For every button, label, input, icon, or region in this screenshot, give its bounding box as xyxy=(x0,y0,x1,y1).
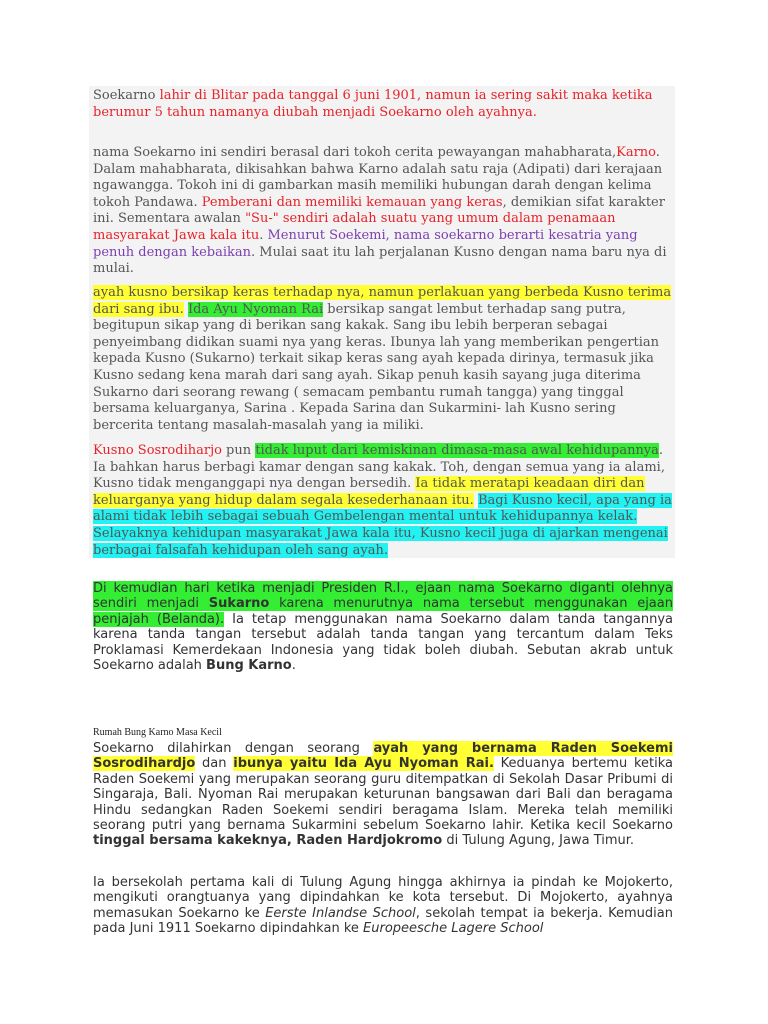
text-run: . Mulai saat itu lah perjalanan Kusno dengan nama baru nya di mulai. xyxy=(93,244,667,277)
text-run: karena menurutnya nama tersebut menggunakan ejaan penjajah (Belanda). xyxy=(93,596,673,627)
bold-yellow-highlight-run: ayah yang bernama Raden Soekemi Sosrodihardjo xyxy=(93,741,673,772)
text-run: Keduanya bertemu ketika Raden Soekemi yang merupakan seorang guru ditempatkan di Sekolah Dasar Pribumi di Singaraja, Bali. Nyoman Rai merupakan keturunan bangsawan dari Bali dan beragama Hindu sedangkan Raden Soekemi sendiri beragama Islam. Mereka telah memiliki seorang putri yang bernama Sukarmini sebelum Soekarno lahir. Ketika kecil Soekarno xyxy=(93,756,673,834)
red-text-run: Kusno Sosrodiharjo xyxy=(93,443,222,458)
paragraph-name-origin xyxy=(93,145,673,278)
text-run: Soekarno dilahirkan dengan seorang xyxy=(93,741,374,756)
red-text-run: lahir di Blitar pada tanggal 6 juni 1901, namun ia sering sakit maka ketika berumur 5 tahun namanya diubah menjadi Soekarno oleh ayahnya. xyxy=(93,88,653,120)
red-text-run: Pemberani dan memiliki kemauan yang keras xyxy=(201,194,503,210)
text-run: . Ia bahkan harus berbagi kamar dengan sang kakak. Toh, dengan semua yang ia alami, Kusno tidak menganggapi nya dengan bersedih. xyxy=(93,443,665,492)
italic-text-run: Europeesche Lagere School xyxy=(363,921,544,937)
bold-text-run: tinggal bersama kakeknya, Raden Hardjokromo xyxy=(93,833,443,849)
red-text-run: Karno xyxy=(616,145,656,160)
paragraph-family xyxy=(93,741,673,849)
text-run: . xyxy=(291,658,296,674)
text-run: , demikian sifat karakter ini. Sementara awalan xyxy=(93,194,665,227)
text-run: nama Soekarno ini sendiri berasal dari tokoh cerita pewayangan mahabharata, xyxy=(93,145,617,160)
bold-yellow-highlight-run: ibunya yaitu Ida Ayu Nyoman Rai. xyxy=(233,756,494,772)
text-run: bersikap sangat lembut terhadap sang putra, begitupun sikap yang di berikan sang kakak. Sang ibu lebih berperan sebagai penyeimbang didikan suami nya yang keras. Ibunya lah yang memberikan pengertian kepada Kusno (Sukarno) terkait sikap keras sang ayah kepada dirinya, termasuk jika Kusno sedang kena marah dari sang ayah. Sikap penuh kasih sayang juga diterima Sukarno dari seorang rewang ( semacam pembantu rumah tangga) yang tinggal bersama keluarganya, Sarina . Kepada Sarina dan Sukarmini- lah Kusno sering bercerita tentang masalah-masalah yang ia miliki. xyxy=(93,301,660,433)
paragraph-spelling xyxy=(93,581,673,673)
green-highlight-run: tidak luput dari kemiskinan dimasa-masa awal kehidupannya xyxy=(255,443,659,458)
text-run: Ia bersekolah pertama kali di Tulung Agung hingga akhirnya ia pindah ke Mojokerto, mengikuti orangtuanya yang dipindahkan ke kota tersebut. Di Mojokerto, ayahnya memasukan Soekarno ke xyxy=(93,875,673,921)
bold-text-run: Bung Karno xyxy=(206,658,292,674)
purple-text-run: Menurut Soekemi, nama soekarno berarti kesatria yang penuh dengan kebaikan xyxy=(93,227,638,260)
green-highlight-run: Ida Ayu Nyoman Rai xyxy=(187,301,324,317)
text-run: dan xyxy=(195,756,234,772)
paragraph-schooling xyxy=(93,875,673,937)
image-caption: Rumah Bung Karno Masa Kecil xyxy=(93,727,222,738)
cyan-highlight-run: Bagi Kusno kecil, apa yang ia alami tidak lebih sebagai sebuah Gembelengan mental untuk kehidupannya kelak. Selayaknya kehidupan masyarakat Jawa kala itu, Kusno kecil juga di ajarkan mengenai berbagai falsafah kehidupan oleh sang ayah. xyxy=(93,492,672,558)
text-run: Di kemudian hari ketika menjadi Presiden R.I., ejaan nama Soekarno diganti olehnya sendiri menjadi xyxy=(93,581,673,612)
paragraph-birth xyxy=(93,88,673,121)
text-run: Soekarno xyxy=(93,88,160,103)
text-run: Ia tetap menggunakan nama Soekarno dalam tanda tangannya karena tanda tangan tersebut adalah tanda tangan yang tercantum dalam Teks Proklamasi Kemerdekaan Indonesia yang tidak boleh diubah. Sebutan akrab untuk Soekarno adalah xyxy=(93,611,673,674)
yellow-highlight-run: ayah kusno bersikap keras terhadap nya, namun perlakuan yang berbeda Kusno terima dari sang ibu. xyxy=(93,285,672,317)
text-run: . xyxy=(259,227,268,243)
text-run: , sekolah tempat ia bekerja. Kemudian pada Juni 1911 Soekarno dipindahkan ke xyxy=(93,905,673,937)
bold-text-run: Sukarno xyxy=(208,596,270,612)
text-run: pun xyxy=(221,443,256,458)
paragraph-parents xyxy=(93,285,673,434)
italic-text-run: Eerste Inlandse School xyxy=(265,905,416,921)
yellow-highlight-run: Ia tidak meratapi keadaan diri dan keluarganya yang hidup dalam segala kesederhanaan itu. xyxy=(93,476,645,508)
text-run: di Tulung Agung, Jawa Timur. xyxy=(442,833,635,849)
paragraph-childhood xyxy=(93,443,673,559)
text-run: . Dalam mahabharata, dikisahkan bahwa Karno adalah satu raja (Adipati) dari kerajaan ngawangga. Tokoh ini di gambarkan masih memiliki hubungan darah dengan kelima tokoh Pandawa. xyxy=(93,145,663,210)
red-text-run: "Su-" sendiri adalah suatu yang umum dalam penamaan masyarakat Jawa kala itu xyxy=(93,211,616,243)
